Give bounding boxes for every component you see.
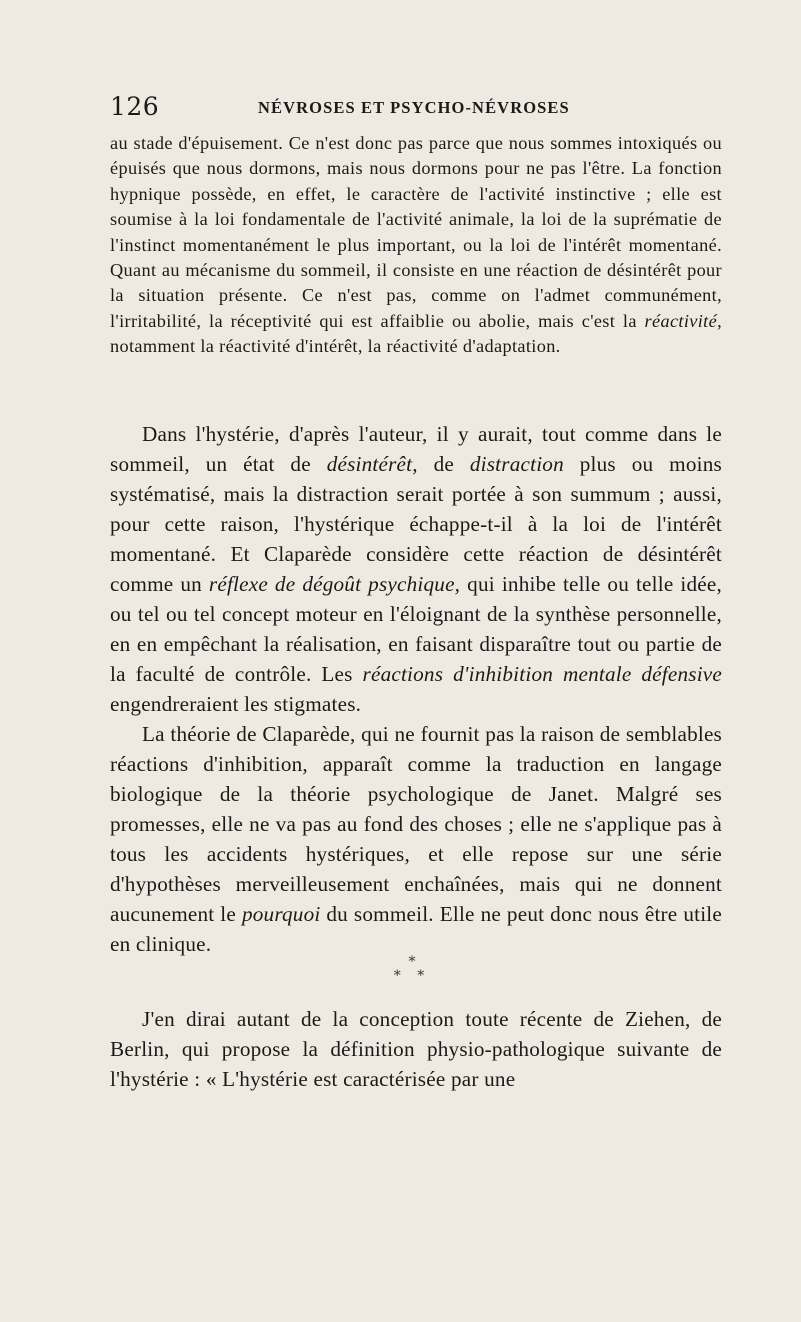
text-run: Dans l'hystérie, d'après l'auteur, il y aurait, tout comme dans le sommeil, un état de bbox=[110, 422, 722, 476]
page-header bbox=[110, 92, 720, 126]
section-separator bbox=[382, 955, 442, 995]
text-run: plus ou moins systématisé, mais la distraction serait portée à son summum ; aussi, pour cette raison, l'hystérique échappe-t-il à la loi de l'intérêt momentané. Et Claparède considère cette réaction de désintérêt comme un bbox=[110, 452, 722, 596]
emphasis-run: pourquoi bbox=[241, 902, 321, 926]
text-run: J'en dirai autant de la conception toute récente de Ziehen, de Berlin, qui propose la définition physio-pathologique suivante de l'hystérie : « L'hystérie est caractérisée par une bbox=[110, 1007, 722, 1091]
emphasis-run: distraction bbox=[469, 452, 564, 476]
emphasis-run: réactivité bbox=[644, 310, 718, 331]
running-title: NÉVROSES ET PSYCHO-NÉVROSES bbox=[258, 98, 570, 117]
page-number: 126 bbox=[110, 92, 160, 121]
asterism-top: * bbox=[408, 954, 416, 970]
emphasis-run: réflexe de dégoût psychique, bbox=[208, 572, 461, 596]
text-run: , notamment la réactivité d'intérêt, la réactivité d'adaptation. bbox=[110, 310, 722, 357]
text-run: La théorie de Claparède, qui ne fournit pas la raison de semblables réactions d'inhibition, apparaît comme la traduction en langage biologique de la théorie psychologique de Janet. Malgré ses promesses, elle ne va pas au fond des choses ; elle ne s'applique pas à tous les accidents hystériques, et elle repose sur une série d'hypothèses merveilleusement enchaînées, mais qui ne donnent aucunement le bbox=[110, 722, 722, 926]
paragraph-sleep-mechanism bbox=[110, 131, 722, 360]
emphasis-run: réactions d'inhibition mentale défensive bbox=[362, 662, 722, 686]
paragraph-ziehen bbox=[110, 1004, 722, 1094]
text-run: engendreraient les stigmates. bbox=[110, 692, 362, 716]
text-run: du sommeil. Elle ne peut donc nous être utile en clinique. bbox=[110, 902, 722, 956]
text-run: qui inhibe telle ou telle idée, ou tel ou tel concept moteur en l'éloignant de la synthèse personnelle, en en empêchant la réalisation, en faisant disparaître tout ou partie de la faculté de contrôle. Les bbox=[110, 572, 723, 686]
paragraph-claparede-view bbox=[110, 419, 722, 719]
paragraph-hysteria-theory bbox=[110, 419, 722, 959]
asterism-bottom: * * bbox=[393, 968, 431, 984]
emphasis-run: désintérêt, bbox=[326, 452, 418, 476]
text-run: de bbox=[417, 452, 470, 476]
paragraph-critique bbox=[110, 719, 722, 959]
text-run: au stade d'épuisement. Ce n'est donc pas parce que nous sommes intoxiqués ou épuisés que nous dormons, mais nous dormons pour ne pas l'être. La fonction hypnique possède, en effet, le caractère de l'activité instinctive ; elle est soumise à la loi fondamentale de l'activité animale, la loi de la suprématie de l'instinct momentanément le plus important, ou la loi de l'intérêt momentané. Quant au mécanisme du sommeil, il consiste en une réaction de désintérêt pour la situation présente. Ce n'est pas, comme on l'admet communément, l'irritabilité, la réceptivité qui est affaiblie ou abolie, mais c'est la bbox=[110, 133, 722, 331]
